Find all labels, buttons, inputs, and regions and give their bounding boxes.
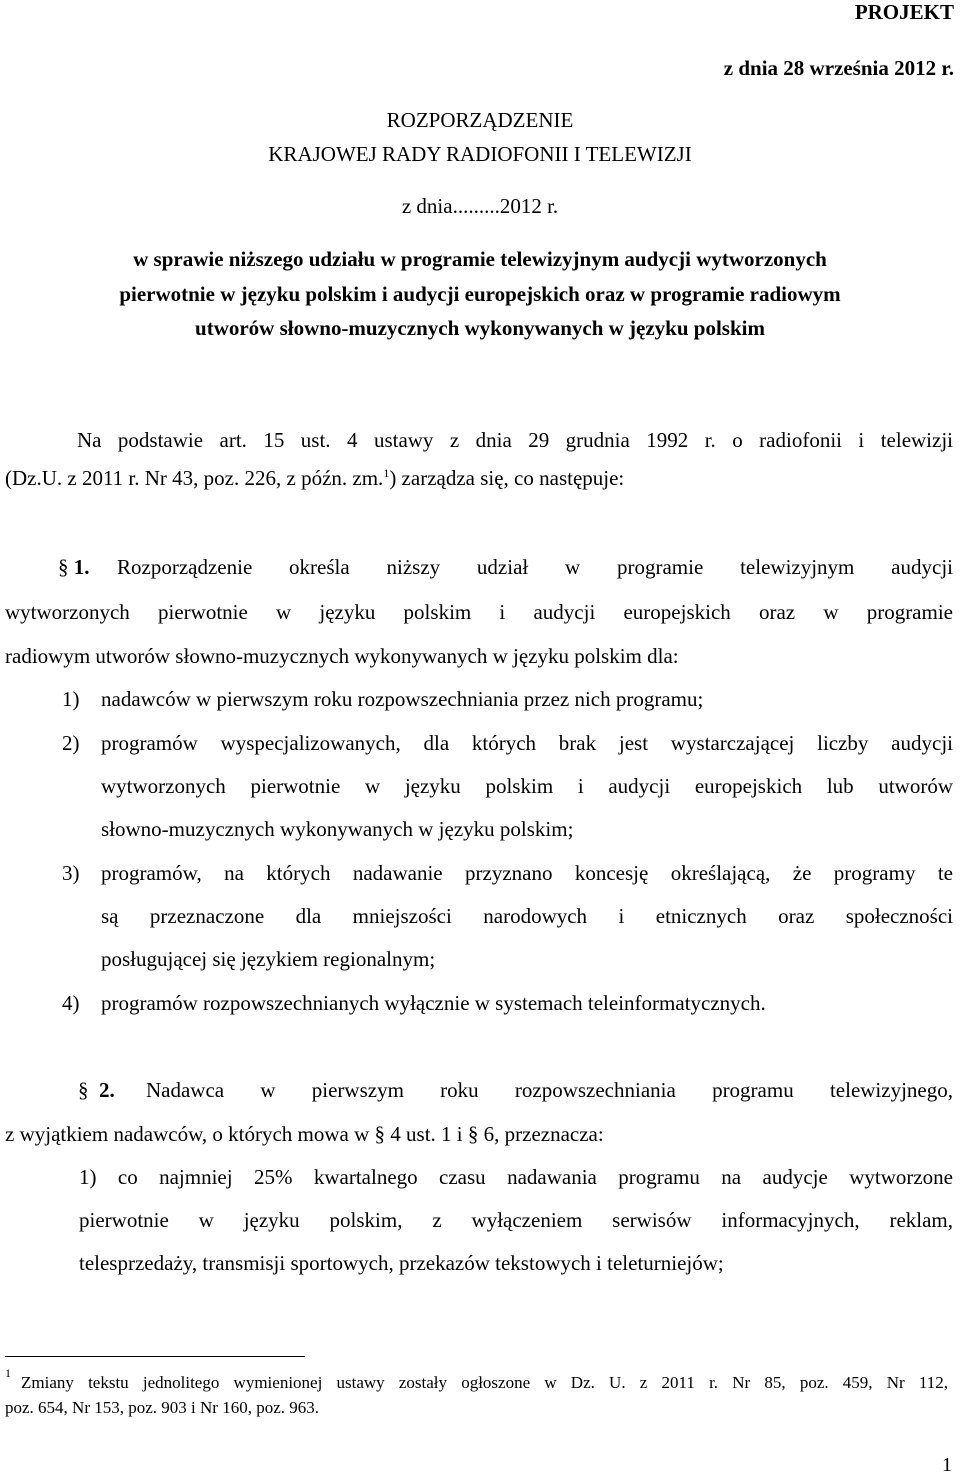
title-line2: KRAJOWEJ RADY RADIOFONII I TELEWIZJI: [268, 142, 692, 166]
preamble-line2-text: (Dz.U. z 2011 r. Nr 43, poz. 226, z późn. zm.: [5, 466, 384, 490]
list-item-label: 3): [62, 861, 80, 885]
footnote-line2: poz. 654, Nr 153, poz. 903 i Nr 160, poz. 963.: [5, 1398, 319, 1417]
section2-item1-line3: telesprzedaży, transmisji sportowych, przekazów tekstowych i teleturniejów;: [79, 1251, 724, 1275]
document-status: PROJEKT: [854, 0, 954, 24]
section2-item1-line1: 1) co najmniej 25% kwartalnego czasu nadawania programu na audycje wytworzone: [79, 1165, 953, 1189]
list-item: programów rozpowszechnianych wyłącznie w systemach teleinformatycznych.: [101, 991, 766, 1015]
list-item-label: 1): [62, 687, 80, 711]
subject-line3: utworów słowno-muzycznych wykonywanych w języku polskim: [195, 316, 765, 340]
section2-num: 2.: [99, 1078, 115, 1102]
footnote-mark: 1: [5, 1366, 11, 1380]
title-line1: ROZPORZĄDZENIE: [386, 108, 574, 132]
section1-line3: radiowym utworów słowno-muzycznych wykonywanych w języku polskim dla:: [5, 644, 679, 668]
page-number: 1: [942, 1454, 952, 1476]
section2-line1: Nadawca w pierwszym roku rozpowszechniania programu telewizyjnego,: [146, 1078, 953, 1102]
preamble-line2: [5, 466, 624, 491]
section2-line2-c: 6, przeznacza:: [483, 1122, 604, 1146]
preamble-line1: Na podstawie art. 15 ust. 4 ustawy z dnia 29 grudnia 1992 r. o radiofonii i telewizji: [77, 428, 953, 452]
footnote-reference: 1: [383, 466, 390, 480]
section1-line1: Rozporządzenie określa niższy udział w programie telewizyjnym audycji: [117, 555, 953, 579]
section2-item1-line2: pierwotnie w języku polskim, z wyłączeniem serwisów informacyjnych, reklam,: [79, 1208, 953, 1232]
list-item-label: 4): [62, 991, 80, 1015]
section1-number: [58, 555, 90, 580]
section2-line2-b: 4 ust. 1 i: [390, 1122, 463, 1146]
section2-symbol: §: [78, 1078, 89, 1102]
subject-line2: pierwotnie w języku polskim i audycji europejskich oraz w programie radiowym: [119, 282, 841, 306]
list-item: nadawców w pierwszym roku rozpowszechniania przez nich programu;: [101, 687, 704, 711]
section2-number: [78, 1078, 115, 1103]
list-item-cont: słowno-muzycznych wykonywanych w języku polskim;: [101, 817, 574, 841]
section1-symbol: §: [58, 555, 69, 579]
footnote-line1: Zmiany tekstu jednolitego wymienionej ustawy zostały ogłoszone w Dz. U. z 2011 r. Nr 85, poz. 459, Nr 112,: [21, 1373, 948, 1392]
document-date: z dnia 28 września 2012 r.: [723, 56, 954, 80]
section1-line2: wytworzonych pierwotnie w języku polskim i audycji europejskich oraz w programie: [5, 600, 953, 624]
list-item: programów wyspecjalizowanych, dla których brak jest wystarczającej liczby audycji: [101, 731, 953, 755]
list-item-cont: posługującej się językiem regionalnym;: [101, 947, 436, 971]
list-item-cont: są przeznaczone dla mniejszości narodowych i etnicznych oraz społeczności: [101, 904, 953, 928]
list-item: programów, na których nadawanie przyznano koncesję określającą, że programy te: [101, 861, 953, 885]
section-symbol: §: [467, 1122, 479, 1146]
subject-line1: w sprawie niższego udziału w programie telewizyjnym audycji wytworzonych: [133, 247, 827, 271]
list-item-label: 2): [62, 731, 80, 755]
section1-num: 1.: [73, 555, 90, 579]
section2-line2: [5, 1122, 604, 1147]
section-symbol: §: [374, 1122, 386, 1146]
title-date: z dnia.........2012 r.: [401, 194, 559, 218]
list-item-cont: wytworzonych pierwotnie w języku polskim i audycji europejskich lub utworów: [101, 774, 953, 798]
section2-line2-a: z wyjątkiem nadawców, o których mowa w: [5, 1122, 370, 1146]
footnote-divider: [5, 1356, 305, 1357]
preamble-line2-end: ) zarządza się, co następuje:: [389, 466, 625, 490]
